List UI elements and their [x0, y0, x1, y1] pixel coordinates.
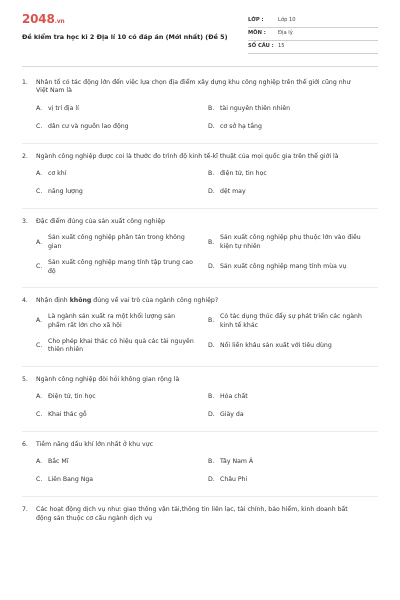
option-text: Bắc Mĩ	[48, 458, 69, 466]
option-key: B.	[208, 392, 215, 400]
question-separator	[22, 366, 378, 367]
question-text-emphasis: không	[69, 296, 92, 304]
question-6	[22, 441, 378, 485]
option-a[interactable]	[36, 457, 208, 467]
option-c[interactable]	[36, 410, 208, 420]
option-key: C.	[36, 122, 43, 130]
option-key: D.	[208, 476, 215, 484]
option-text: điện tử, tin học	[220, 169, 267, 177]
question-separator	[22, 208, 378, 209]
option-key: C.	[36, 342, 43, 350]
option-d[interactable]	[208, 475, 380, 485]
option-text: Sản xuất công nghiệp phụ thuộc lớn vào điều kiện tự nhiên	[220, 234, 361, 250]
option-key: A.	[36, 104, 43, 112]
option-key: B.	[208, 458, 215, 466]
option-key: D.	[208, 187, 215, 195]
question-number: 4.	[22, 296, 28, 304]
question-text: Tiềm năng dầu khí lớn nhất ở khu vực	[36, 441, 153, 449]
meta-label: MÔN :	[248, 30, 266, 37]
meta-row-count	[248, 41, 378, 54]
question-text: Các hoạt động dịch vụ như: giao thông vận tải,thông tin liên lạc, tài chính, bảo hiểm, kinh doanh bất động sản thuộc cơ cấu ngành dịch vụ	[36, 506, 348, 522]
option-b[interactable]	[208, 234, 380, 251]
option-a[interactable]	[36, 313, 208, 330]
meta-label: LỚP :	[248, 17, 264, 24]
meta-value: Địa lý	[278, 30, 293, 37]
question-text: Nhân tố có tác động lớn đến việc lựa chọn địa điểm xây dựng khu công nghiệp trên thế giới cũng như Việt Nam là	[36, 79, 351, 95]
answer-options	[36, 457, 378, 485]
meta-label: SỐ CÂU :	[248, 43, 274, 50]
option-c[interactable]	[36, 338, 208, 355]
brand-block	[22, 11, 242, 62]
option-text: năng lượng	[48, 187, 83, 195]
question-text-after: đúng về vai trò của ngành công nghiệp?	[91, 296, 219, 304]
option-b[interactable]	[208, 104, 380, 114]
meta-value: 15	[278, 43, 285, 50]
header-divider	[22, 66, 378, 67]
option-text: tài nguyên thiên nhiên	[220, 104, 291, 112]
page-header	[22, 0, 378, 62]
option-text: Liên Bang Nga	[48, 476, 94, 484]
option-key: C.	[36, 187, 43, 195]
option-text: Sản xuất công nghiệp phân tán trong không gian	[48, 234, 185, 250]
option-text: Sản xuất công nghiệp mang tính tập trung cao độ	[48, 259, 193, 275]
option-key: C.	[36, 263, 43, 271]
option-text: Nối liền khâu sản xuất với tiêu dùng	[220, 342, 332, 350]
option-c[interactable]	[36, 122, 208, 132]
question-text	[36, 297, 378, 305]
site-logo[interactable]	[22, 11, 242, 27]
option-text: Châu Phi	[220, 476, 248, 484]
question-separator	[22, 143, 378, 144]
option-c[interactable]	[36, 475, 208, 485]
option-key: A.	[36, 392, 43, 400]
option-key: A.	[36, 458, 43, 466]
option-text: Sản xuất công nghiệp mang tính mùa vụ	[220, 263, 347, 271]
answer-options	[36, 104, 378, 132]
question-text: Đặc điểm đúng của sản xuất công nghiệp	[36, 218, 166, 226]
option-text: dệt may	[220, 187, 246, 195]
answer-options	[36, 313, 378, 354]
option-c[interactable]	[36, 259, 208, 276]
option-text: vị trí địa lí	[48, 104, 79, 112]
option-text: cơ khí	[48, 169, 67, 177]
option-a[interactable]	[36, 234, 208, 251]
question-separator	[22, 431, 378, 432]
option-text: dân cư và nguồn lao động	[48, 122, 129, 130]
option-key: B.	[208, 104, 215, 112]
option-a[interactable]	[36, 392, 208, 402]
option-key: D.	[208, 342, 215, 350]
question-number: 2.	[22, 152, 28, 160]
option-text: Khai thác gỗ	[48, 410, 87, 418]
option-d[interactable]	[208, 187, 380, 197]
question-number: 5.	[22, 375, 28, 383]
option-text: Cho phép khai thác có hiệu quả các tài nguyên thiên nhiên	[48, 337, 194, 354]
answer-options	[36, 234, 378, 275]
option-key: B.	[208, 238, 215, 246]
option-key: A.	[36, 317, 43, 325]
question-3	[22, 218, 378, 276]
option-text: Hóa chất	[220, 392, 248, 400]
question-2	[22, 153, 378, 197]
question-1	[22, 79, 378, 132]
option-b[interactable]	[208, 392, 380, 402]
question-number: 6.	[22, 441, 28, 449]
option-a[interactable]	[36, 104, 208, 114]
page-title: Đề kiểm tra học kì 2 Địa lí 10 có đáp án (Mới nhất) (Đề 5)	[22, 33, 228, 42]
option-key: D.	[208, 410, 215, 418]
option-b[interactable]	[208, 457, 380, 467]
question-number: 3.	[22, 218, 28, 226]
logo-tld: .vn	[54, 18, 65, 25]
meta-value: Lớp 10	[278, 17, 296, 24]
option-key: B.	[208, 169, 215, 177]
question-separator	[22, 496, 378, 497]
option-key: B.	[208, 317, 215, 325]
question-text: Ngành công nghiệp được coi là thước đo trình độ kinh tế-kĩ thuật của mọi quốc gia trên thế giới là	[36, 152, 339, 160]
option-key: A.	[36, 238, 43, 246]
answer-options	[36, 169, 378, 197]
option-text: Tây Nam Á	[220, 458, 254, 466]
exam-meta	[248, 15, 378, 62]
option-b[interactable]	[208, 169, 380, 179]
meta-row-subject	[248, 28, 378, 41]
option-d[interactable]	[208, 338, 380, 355]
option-key: C.	[36, 410, 43, 418]
option-key: A.	[36, 169, 43, 177]
question-list	[22, 79, 378, 523]
option-d[interactable]	[208, 122, 380, 132]
question-text-before: Nhận định	[36, 296, 70, 304]
option-c[interactable]	[36, 187, 208, 197]
option-text: Có tác dụng thúc đẩy sự phát triển các ngành kinh tế khác	[220, 313, 362, 329]
option-key: D.	[208, 263, 215, 271]
question-4	[22, 297, 378, 355]
option-text: Giày da	[220, 410, 244, 418]
option-b[interactable]	[208, 313, 380, 330]
question-separator	[22, 287, 378, 288]
logo-main: 2048	[22, 12, 55, 26]
answer-options	[36, 392, 378, 420]
option-a[interactable]	[36, 169, 208, 179]
option-text: Là ngành sản xuất ra một khối lượng sản phẩm rất lớn cho xã hội	[48, 313, 175, 329]
question-number: 7.	[22, 506, 28, 514]
option-key: C.	[36, 476, 43, 484]
option-key: D.	[208, 122, 215, 130]
question-5	[22, 376, 378, 420]
question-7	[22, 506, 378, 523]
question-number: 1.	[22, 79, 28, 86]
question-text: Ngành công nghiệp đòi hỏi không gian rộng là	[36, 375, 180, 383]
option-d[interactable]	[208, 259, 380, 276]
option-text: Điện tử, tin học	[48, 392, 96, 400]
meta-row-grade	[248, 15, 378, 28]
option-d[interactable]	[208, 410, 380, 420]
option-text: cơ sở hạ tầng	[220, 122, 262, 130]
